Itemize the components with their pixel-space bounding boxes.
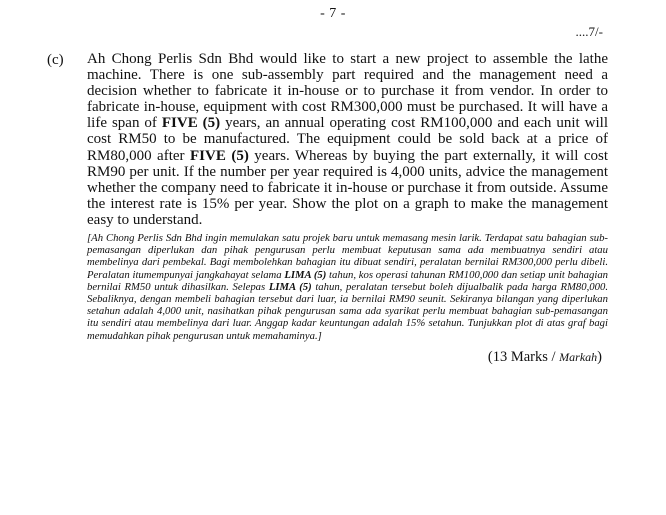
english-bold-years-1: FIVE (5) — [161, 115, 221, 132]
english-text-part-1: Ah Chong Perlis Sdn Bhd would like to start a new project to assemble the lathe machine. There is one sub-assembly part required and the management need a decision whether to fabricate it in-house or to purchase it from vendor. In order to fabricate in-house, equipment with cost RM300,000 must be purchased. It will have a life span of — [87, 51, 608, 132]
malay-text-part-3: tahun, peralatan tersebut boleh dijualbalik pada harga RM80,000. Sebaliknya, dengan membeli bahagian tersebut dari luar, ia bernilai RM90 seunit. Sekiranya bilangan yang diperlukan setahun adalah 4,000 unit, nasihatkan pihak pengurusan sama ada syarikat perlu membuat bahagian sub-pemasangan itu sendiri atau membelinya dari luar. Anggap kadar keuntungan adalah 15% setahun. Tunjukkan plot di atas graf bagi memudahkan pihak pengurusan untuk memahaminya.] — [87, 280, 608, 342]
marks-malay-label: Markah — [559, 349, 598, 364]
question-label: (c) — [47, 52, 64, 68]
malay-bold-years-1: LIMA (5) — [284, 268, 327, 281]
english-bold-years-2: FIVE (5) — [190, 147, 249, 164]
page-number: - 7 - — [320, 6, 346, 21]
malay-bold-years-2: LIMA (5) — [268, 280, 312, 293]
english-text-part-2: years, an annual operating cost RM100,000 and each unit will cost RM50 to be manufactured. The equipment could be sold back at a price of RM80,000 after — [87, 115, 608, 164]
malay-text-part-2: tahun, kos operasi tahunan RM100,000 dan setiap unit bahagian bernilai RM50 untuk dihasilkan. Selepas — [87, 268, 609, 293]
next-page-indicator: ....7/- — [575, 24, 603, 39]
malay-text-part-1: [Ah Chong Perlis Sdn Bhd ingin memulakan satu projek baru untuk memasang mesin larik. Terdapat satu bahagian sub-pemasangan diperlukan dan pihak pengurusan perlu membuat keputusan sama ada membuatnya sendiri atau membelinya dari pembekal. Bagi membolehkan bahagian itu dibuat sendiri, peralatan bernilai RM300,000 perlu dibeli. Peralatan itumempunyai jangkahayat selama — [87, 232, 608, 281]
english-text-part-3: years. Whereas by buying the part externally, it will cost RM90 per unit. If the number per year required is 4,000 units, advice the management whether the company need to fabricate it in-house or purchase it from outside. Assume the interest rate is 15% per year. Show the plot on a graph to make the management easy to understand. — [87, 147, 609, 228]
question-body — [87, 51, 608, 366]
marks-value: (13 Marks / — [487, 348, 560, 365]
question-text-english — [87, 51, 608, 228]
question-text-malay — [87, 232, 608, 342]
marks-allocation — [87, 349, 608, 366]
marks-close: ) — [597, 348, 602, 365]
